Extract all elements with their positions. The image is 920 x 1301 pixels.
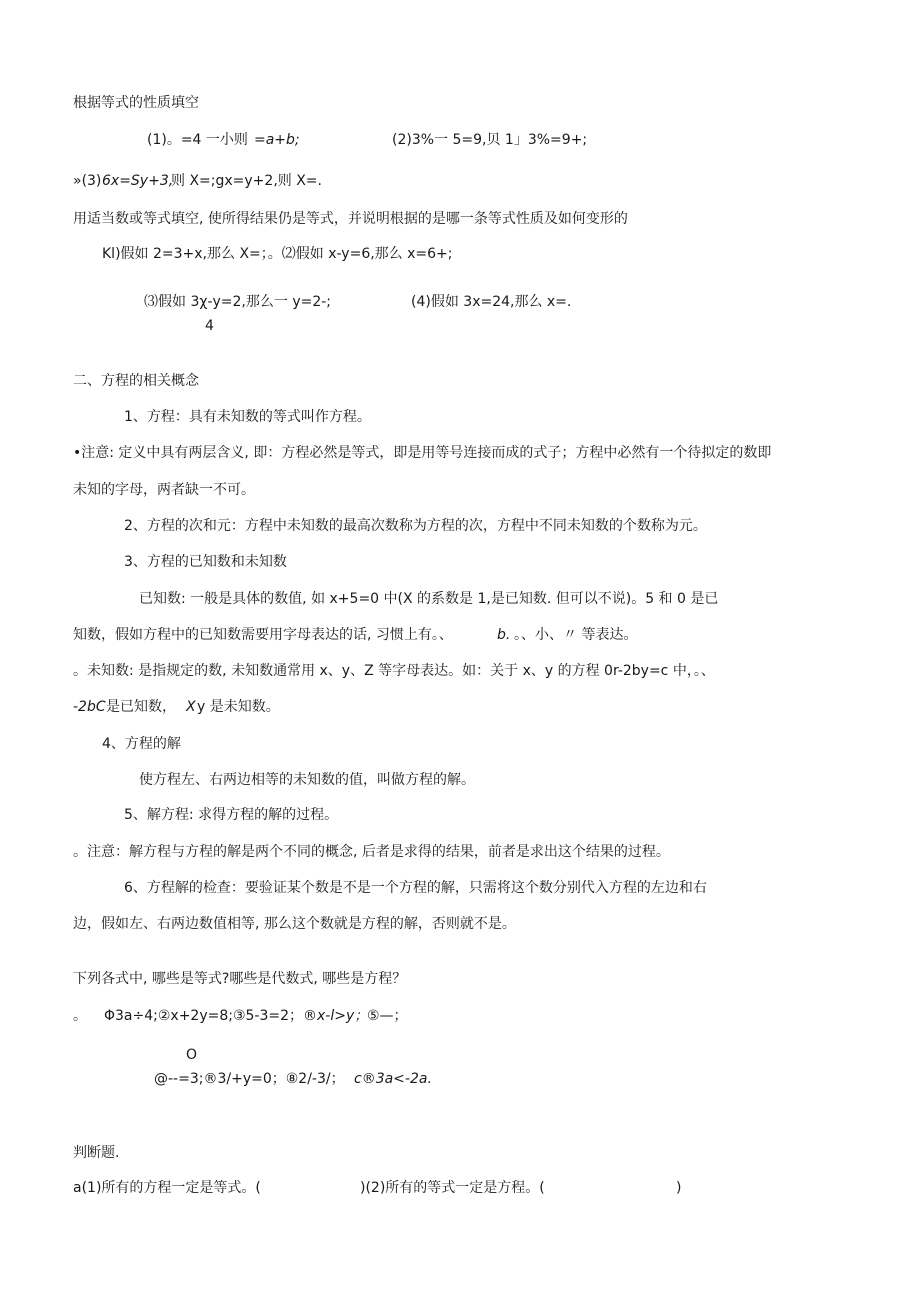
exercise-1-expression: =a+b; [254, 132, 300, 148]
checking-solution-line-1: 6、方程解的检查：要验证某个数是不是一个方程的解，只需将这个数分别代入方程的左边和右 [124, 880, 707, 896]
definition-degree-and-unknowns: 2、方程的次和元：方程中未知数的最高次数称为方程的次，方程中不同未知数的个数称为元。 [124, 518, 707, 534]
known-expression-2bc: -2bC [73, 699, 106, 715]
exercise-2-text: (2)3%一 5=9,贝 1」3%=9+; [392, 132, 588, 148]
exercise-3-label: »(3) [73, 173, 102, 189]
fill-blank-item-3: ⑶假如 3χ-y=2,那么一 y=2-; [144, 294, 332, 310]
instruction-fill-blanks: 用适当数或等式填空, 使所得结果仍是等式，并说明根据的是哪一条等式性质及如何变形的 [73, 211, 628, 227]
closing-parenthesis: ) [676, 1180, 682, 1196]
note-definition-line-1: •注意: 定义中具有两层含义, 即：方程必然是等式，即是用等号连接而成的式子；方程中必然有一个待拟定的数即 [73, 445, 772, 461]
expression-item-4: ®x-l>y； [303, 1008, 369, 1024]
definition-solution: 使方程左、右两边相等的未知数的值，叫做方程的解。 [139, 772, 475, 788]
true-false-item-2: )(2)所有的等式一定是方程。( [360, 1180, 545, 1196]
known-numbers-line-2c: 。、小、〃 等表达。 [514, 627, 638, 643]
checking-solution-line-2: 边，假如左、右两边数值相等, 那么这个数就是方程的解，否则就不是。 [73, 916, 516, 932]
list-bullet: 。 [73, 1008, 87, 1024]
exercise-1-text: (1)。=4 一小则 [147, 132, 248, 148]
unknown-letter-x: X [186, 699, 196, 715]
known-numbers-letter-b: b. [497, 627, 511, 643]
section-heading-equation-properties: 根据等式的性质填空 [73, 95, 199, 111]
heading-equation-solution: 4、方程的解 [102, 736, 181, 752]
true-false-item-1: a(1)所有的方程一定是等式。( [73, 1180, 261, 1196]
expression-list-row-1: Φ3a÷4;②x+2y=8;③5-3=2； [104, 1008, 304, 1024]
fraction-denominator: 4 [205, 318, 214, 334]
note-definition-line-2: 未知的字母，两者缺一不可。 [73, 482, 255, 498]
note-solving-vs-solution: 。注意：解方程与方程的解是两个不同的概念, 后者是求得的结果，前者是求出这个结果的过程。 [73, 844, 670, 860]
heading-true-false: 判断题. [73, 1145, 120, 1161]
expression-list-row-2: @--=3;®3/+y=0；⑧2/-3/； [154, 1071, 345, 1087]
known-numbers-line-1: 已知数: 一般是具体的数值, 如 x+5=0 中(X 的系数是 1,是已知数. 但可以不说)。5 和 0 是已 [139, 591, 719, 607]
exercise-3-text: 则 X=;gx=y+2,则 X=. [171, 173, 322, 189]
known-text: 是已知数， [106, 699, 176, 715]
definition-solving: 5、解方程: 求得方程的解的过程。 [124, 807, 339, 823]
unknown-numbers-line: 。未知数: 是指规定的数, 未知数通常用 x、y、Z 等字母表达。如：关于 x、y 的方程 0r-2by=c 中，。、 [73, 663, 715, 679]
fill-blank-row-1: Kl)假如 2=3+x,那么 X=；。⑵假如 x-y=6,那么 x=6+; [102, 246, 453, 262]
fill-blank-item-4: (4)假如 3x=24,那么 x=. [411, 294, 572, 310]
definition-equation: 1、方程：具有未知数的等式叫作方程。 [124, 409, 371, 425]
known-numbers-line-2a: 知数，假如方程中的已知数需要用字母表达的话, 习惯上有。、 [73, 627, 453, 643]
question-classify-expressions: 下列各式中, 哪些是等式?哪些是代数式, 哪些是方程？ [73, 971, 407, 987]
section-heading-equation-concepts: 二、方程的相关概念 [73, 373, 199, 389]
expression-item-5: ⑤—； [367, 1008, 408, 1024]
fraction-numerator-o: O [186, 1047, 198, 1063]
expression-item-9: c®3a<-2a. [354, 1071, 432, 1087]
unknown-text: y 是未知数。 [197, 699, 280, 715]
heading-known-unknown: 3、方程的已知数和未知数 [124, 554, 287, 570]
exercise-3-expression: 6x=Sy+3, [102, 173, 174, 189]
